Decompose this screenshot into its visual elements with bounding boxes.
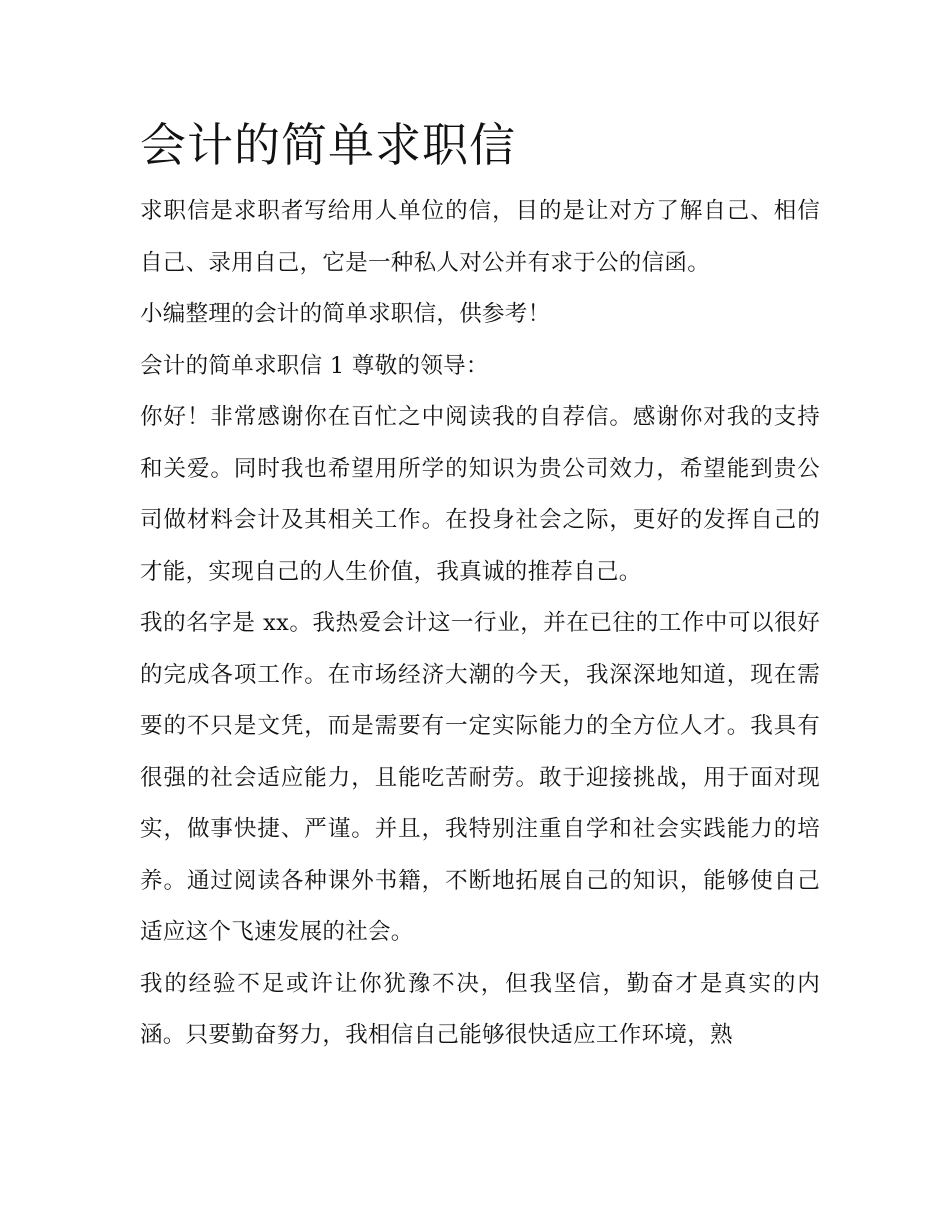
letter-heading-paragraph: 会计的简单求职信 1 尊敬的领导： [140, 352, 489, 379]
intro-paragraph: 求职信是求职者写给用人单位的信，目的是让对方了解自己、相信自己、录用自己，它是一种私人对公并有求于公的信函。 [140, 198, 820, 276]
editor-note-paragraph: 小编整理的会计的简单求职信，供参考！ [140, 301, 551, 327]
document-title: 会计的简单求职信 [140, 118, 516, 172]
document-page [140, 112, 820, 1062]
experience-paragraph: 我的经验不足或许让你犹豫不决，但我坚信，勤奋才是真实的内涵。只要勤奋努力，我相信自己能够很快适应工作环境，熟 [140, 970, 820, 1048]
greeting-paragraph: 你好！非常感谢你在百忙之中阅读我的自荐信。感谢你对我的支持和关爱。同时我也希望用所学的知识为贵公司效力，希望能到贵公司做材料会计及其相关工作。在投身社会之际，更好的发挥自己的才能，实现自己的人生价值，我真诚的推荐自己。 [140, 404, 820, 585]
self-introduction-paragraph: 我的名字是 xx。我热爱会计这一行业，并在已往的工作中可以很好的完成各项工作。在市场经济大潮的今天，我深深地知道，现在需要的不只是文凭，而是需要有一定实际能力的全方位人才。我具有很强的社会适应能力，且能吃苦耐劳。敢于迎接挑战，用于面对现实，做事快捷、严谨。并且，我特别注重自学和社会实践能力的培养。通过阅读各种课外书籍，不断地拓展自己的知识，能够使自己适应这个飞速发展的社会。 [140, 610, 820, 945]
